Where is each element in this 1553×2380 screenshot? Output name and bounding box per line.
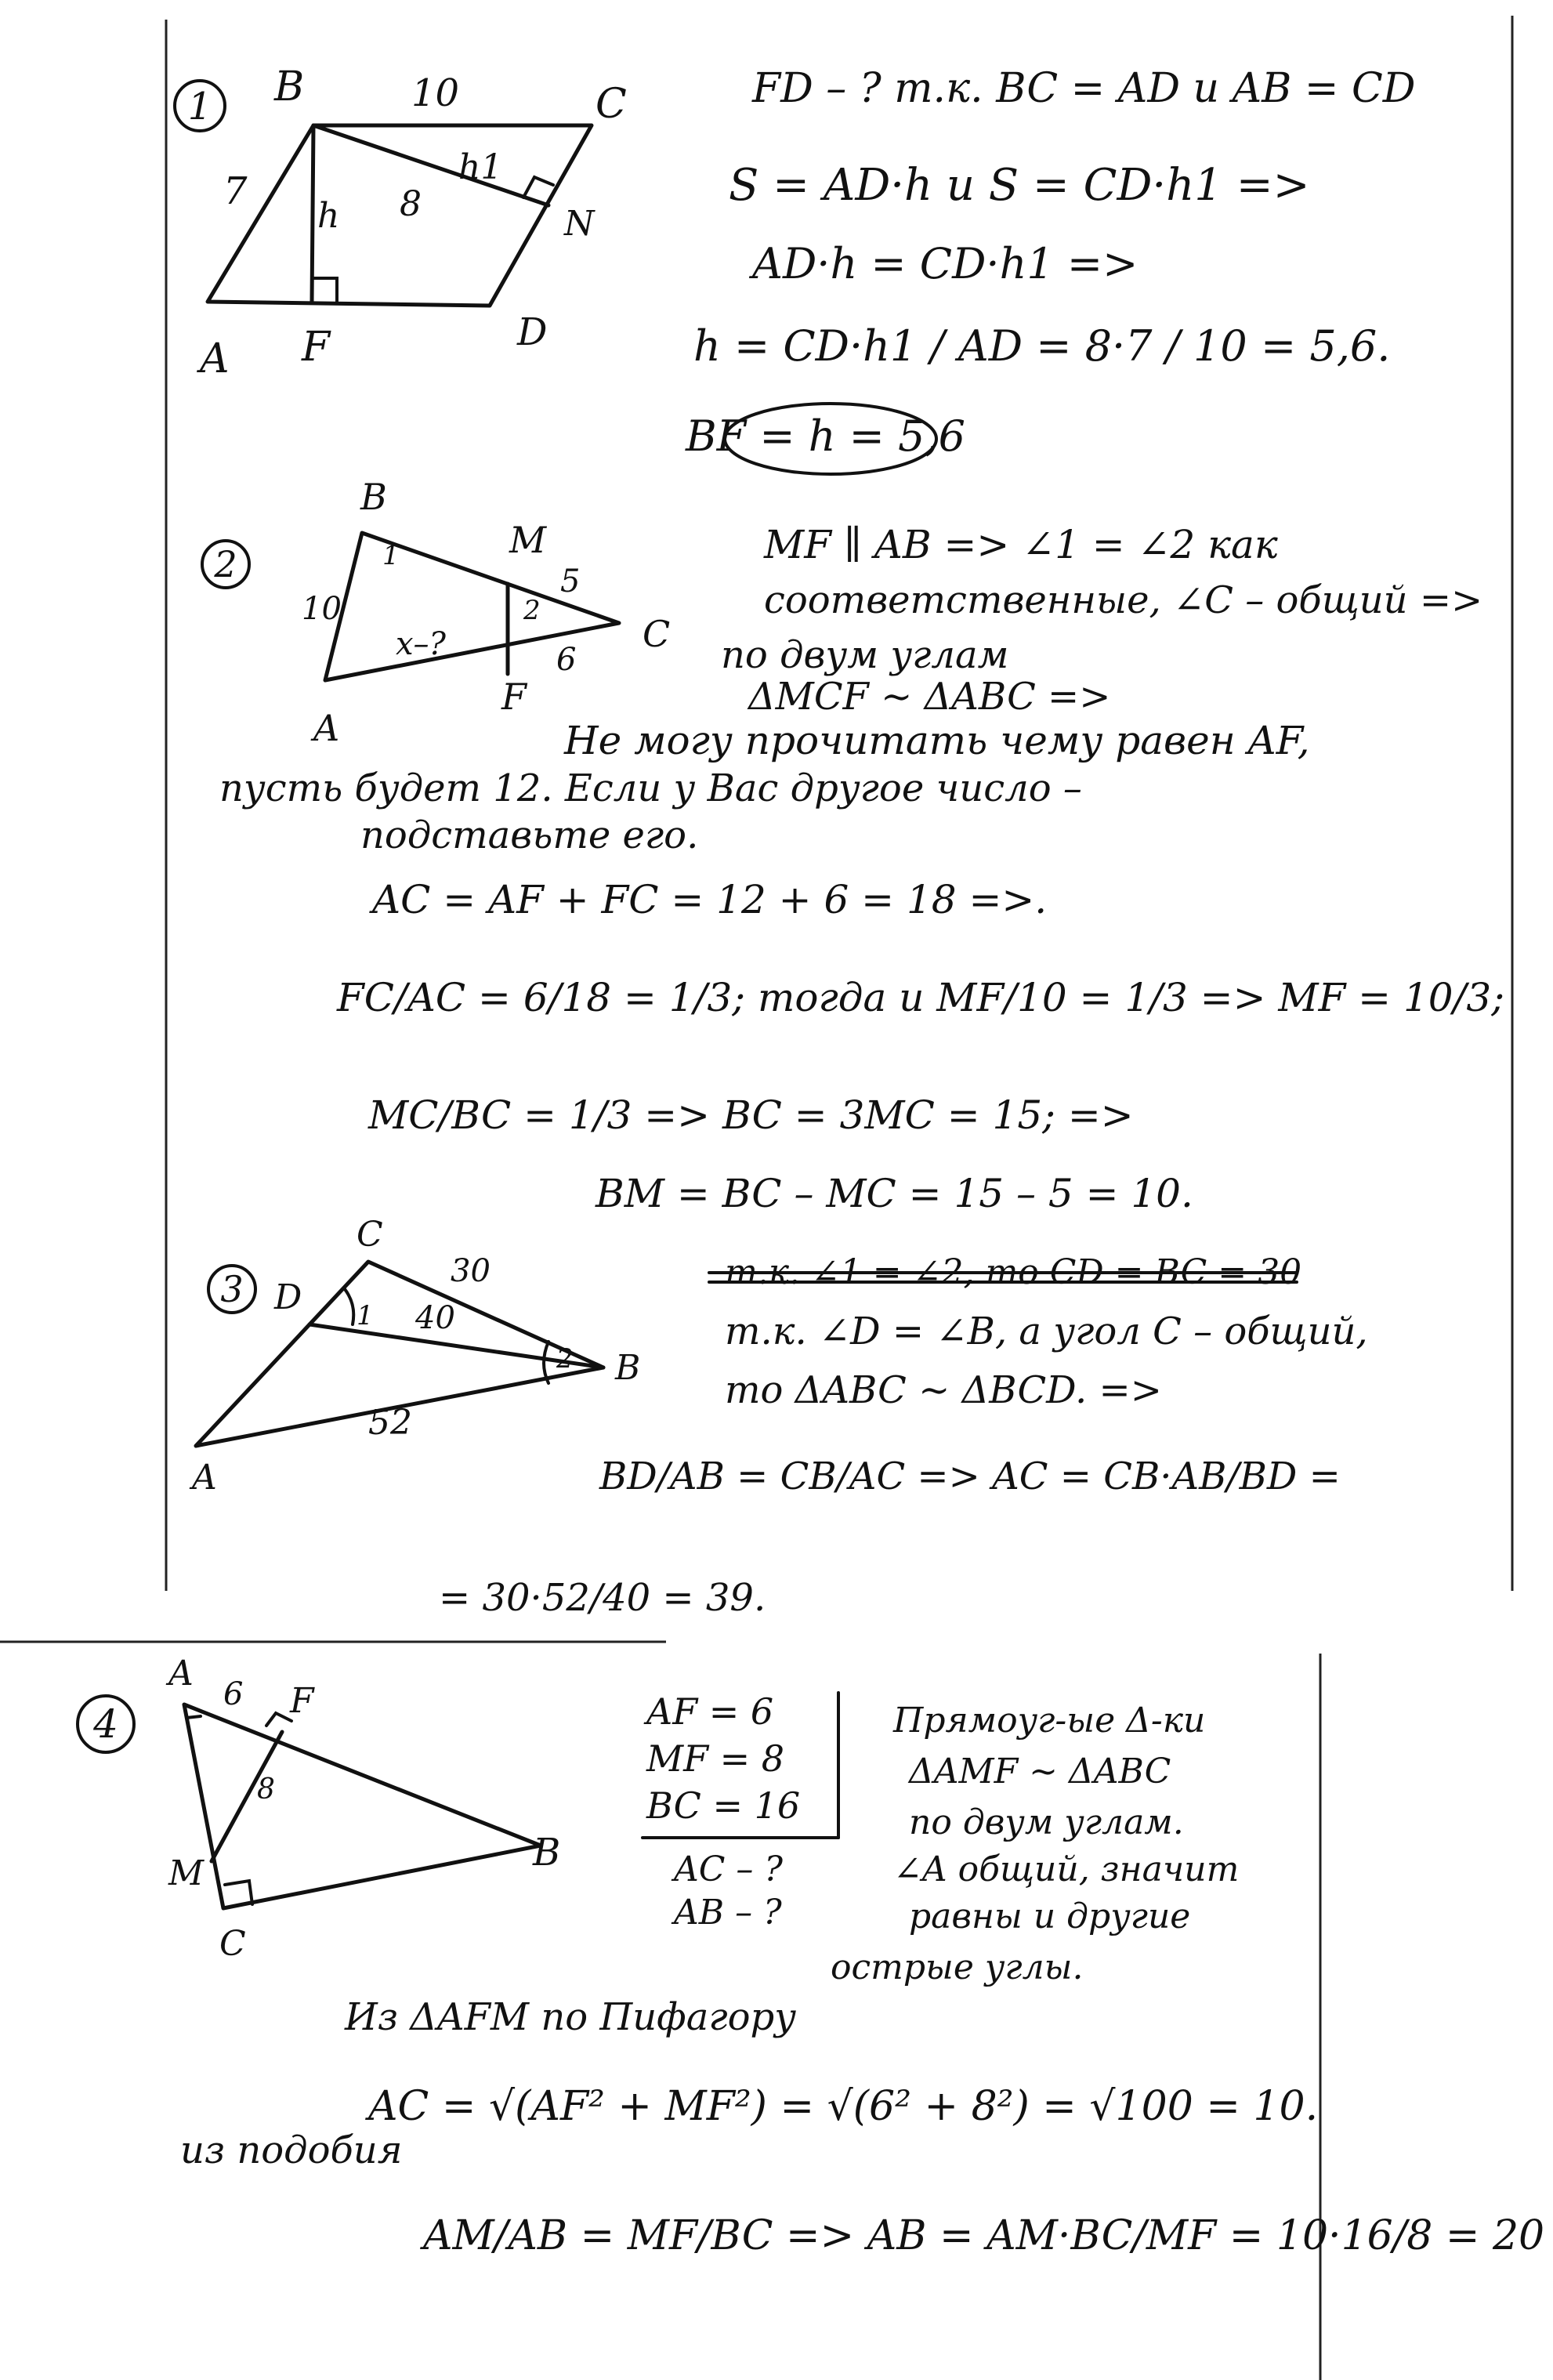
note-line: острые углы.	[831, 1947, 1084, 1987]
vertex-label: D	[517, 310, 548, 354]
solution-line: соответственные, ∠C – общий =>	[764, 578, 1483, 622]
segment-label: 8	[400, 184, 422, 224]
solution-line: AD·h = CD·h1 =>	[752, 239, 1139, 288]
note-line: ΔAMF ∼ ΔABC	[909, 1751, 1171, 1791]
given-line: AF = 6	[646, 1690, 774, 1733]
vertex-label: B	[533, 1831, 561, 1875]
side-label: 40	[415, 1300, 455, 1336]
side-label: 5	[560, 563, 581, 600]
solution-line: FC/AC = 6/18 = 1/3; тогда и MF/10 = 1/3 => MF = 10/3;	[337, 975, 1505, 1020]
vertex-label: C	[357, 1215, 383, 1255]
given-line: MF = 8	[646, 1737, 785, 1780]
solution-line: S = AD·h и S = CD·h1 =>	[729, 160, 1310, 211]
solution-line: h = CD·h1 / AD = 8·7 / 10 = 5,6.	[693, 321, 1391, 371]
vertex-label: C	[643, 613, 671, 655]
vertex-label: B	[615, 1348, 641, 1388]
given-line: AB – ?	[674, 1893, 782, 1933]
given-line: BC = 16	[646, 1784, 801, 1827]
angle-label: 2	[556, 1343, 574, 1375]
side-label: 10	[302, 591, 342, 627]
solution-line: т.к. ∠D = ∠B, а угол C – общий,	[725, 1310, 1368, 1353]
vertex-label: A	[168, 1654, 194, 1694]
solution-line: Из ΔAFM по Пифагору	[345, 1995, 797, 2039]
solution-line: Не могу прочитать чему равен AF,	[564, 718, 1310, 763]
solution-line: то ΔABC ∼ ΔBCD. =>	[725, 1368, 1162, 1412]
angle-label: 1	[357, 1300, 374, 1331]
height-label: h1	[458, 147, 503, 187]
solution-line: BF = h = 5,6	[686, 411, 965, 461]
note-line: Прямоуг-ые Δ-ки	[893, 1701, 1206, 1741]
problem-number: 2	[214, 543, 237, 585]
solution-line: MF ∥ AB => ∠1 = ∠2 как	[764, 522, 1278, 567]
solution-line: = 30·52/40 = 39.	[439, 1576, 766, 1620]
solution-line: BM = BC – MC = 15 – 5 = 10.	[595, 1171, 1193, 1216]
side-label: 6	[223, 1676, 244, 1712]
vertex-label: D	[274, 1277, 302, 1317]
vertex-label: F	[290, 1681, 314, 1721]
side-label: 6	[556, 642, 577, 678]
vertex-label: A	[200, 335, 230, 382]
side-label: 52	[368, 1403, 412, 1443]
vertex-label: B	[360, 476, 387, 518]
problem-number: 4	[93, 1701, 118, 1747]
solution-line: по двум углам	[721, 633, 1009, 677]
solution-line: AC = AF + FC = 12 + 6 = 18 =>.	[372, 877, 1048, 922]
solution-line: AM/AB = MF/BC => AB = AM·BC/MF = 10·16/8 = 20	[423, 2212, 1545, 2259]
problem-number: 1	[187, 85, 212, 129]
solution-line: MC/BC = 1/3 => BC = 3MC = 15; =>	[368, 1092, 1134, 1138]
given-line: AC – ?	[674, 1849, 784, 1889]
note-line: ∠A общий, значит	[893, 1849, 1240, 1889]
solution-line: подставьте его.	[360, 813, 699, 857]
solution-line-struck: т.к. ∠1 = ∠2, то CD = BC = 30	[725, 1252, 1302, 1292]
side-label: x–?	[396, 626, 447, 662]
vertex-label: C	[219, 1924, 246, 1964]
solution-line: BD/AB = CB/AC => AC = CB·AB/BD =	[599, 1454, 1341, 1498]
side-label: 7	[223, 169, 248, 213]
vertex-label: F	[302, 324, 331, 371]
vertex-label: A	[313, 707, 340, 749]
note-line: по двум углам.	[909, 1802, 1184, 1842]
solution-line: FD – ? т.к. BC = AD и AB = CD	[752, 65, 1416, 112]
note-line: равны и другие	[909, 1896, 1191, 1936]
solution-line: AC = √(AF² + MF²) = √(6² + 8²) = √100 = 10.	[368, 2083, 1319, 2130]
vertex-label: N	[564, 204, 595, 244]
side-label: 30	[451, 1253, 491, 1289]
vertex-label: M	[509, 519, 547, 561]
vertex-label: B	[274, 63, 305, 110]
solution-line: пусть будет 12. Если у Вас другое число –	[219, 766, 1082, 810]
solution-line: ΔMCF ∼ ΔABC =>	[748, 675, 1111, 719]
problem-number: 3	[220, 1268, 244, 1310]
vertex-label: F	[501, 676, 527, 718]
angle-label: 1	[382, 540, 400, 571]
solution-line: из подобия	[180, 2128, 403, 2172]
vertex-label: A	[192, 1458, 217, 1498]
vertex-label: M	[168, 1853, 205, 1893]
side-label: 8	[257, 1773, 275, 1806]
height-label: h	[317, 196, 340, 236]
side-label: 10	[411, 71, 460, 115]
angle-label: 2	[523, 595, 541, 626]
vertex-label: C	[595, 81, 627, 128]
